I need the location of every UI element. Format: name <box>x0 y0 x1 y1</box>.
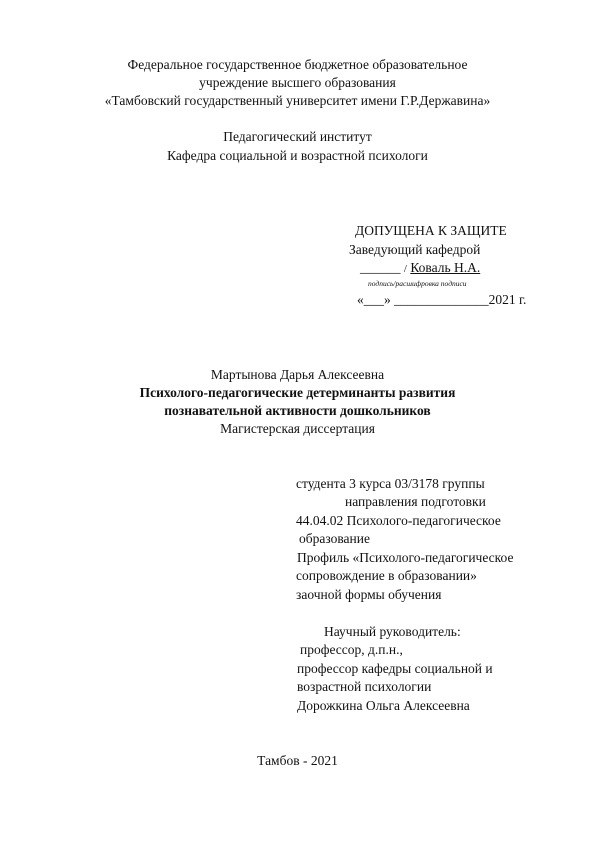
signature-caption: подпись/расшифровка подписи <box>368 279 467 288</box>
city-year: Тамбов - 2021 <box>257 753 338 768</box>
department-name: Кафедра социальной и возрастной психологи <box>167 148 428 163</box>
institute-name: Педагогический институт <box>223 129 372 144</box>
thesis-title-line-1: Психолого-педагогические детерминанты развития <box>139 385 456 400</box>
date-day: «___» <box>357 292 391 307</box>
approval-role: Заведующий кафедрой <box>349 242 481 257</box>
header-line-2: учреждение высшего образования <box>199 75 396 90</box>
header-line-3: «Тамбовский государственный университет имени Г.Р.Державина» <box>104 93 491 108</box>
student-line-6: сопровождение в образовании» <box>296 568 477 583</box>
student-line-7: заочной формы обучения <box>296 587 442 602</box>
author-name: Мартынова Дарья Алексеевна <box>210 367 385 382</box>
approver-name: Коваль Н.А. <box>410 260 481 275</box>
thesis-type: Магистерская диссертация <box>220 421 375 436</box>
header-line-1: Федеральное государственное бюджетное образовательное <box>127 57 468 72</box>
approval-title: ДОПУЩЕНА К ЗАЩИТЕ <box>355 223 507 238</box>
student-line-1: студента 3 курса 03/3178 группы <box>296 476 485 491</box>
supervisor-line-2: профессор кафедры социальной и <box>297 661 493 676</box>
signature-separator: / <box>403 263 407 275</box>
date-month-blank: ______________ <box>394 292 489 307</box>
thesis-title-line-2: познавательной активности дошкольников <box>164 403 431 418</box>
student-line-2: направления подготовки <box>345 494 486 509</box>
approval-date-line <box>357 292 526 308</box>
signature-blank: ______ <box>360 260 401 275</box>
supervisor-name: Дорожкина Ольга Алексеевна <box>297 698 470 713</box>
date-year: 2021 г. <box>488 292 527 307</box>
student-line-5: Профиль «Психолого-педагогическое <box>297 550 514 565</box>
student-line-4: образование <box>299 531 370 546</box>
supervisor-heading: Научный руководитель: <box>324 624 461 639</box>
student-line-3: 44.04.02 Психолого-педагогическое <box>296 513 501 528</box>
supervisor-line-1: профессор, д.п.н., <box>300 642 403 657</box>
supervisor-line-3: возрастной психологии <box>297 679 432 694</box>
approval-signature-line <box>360 260 480 277</box>
